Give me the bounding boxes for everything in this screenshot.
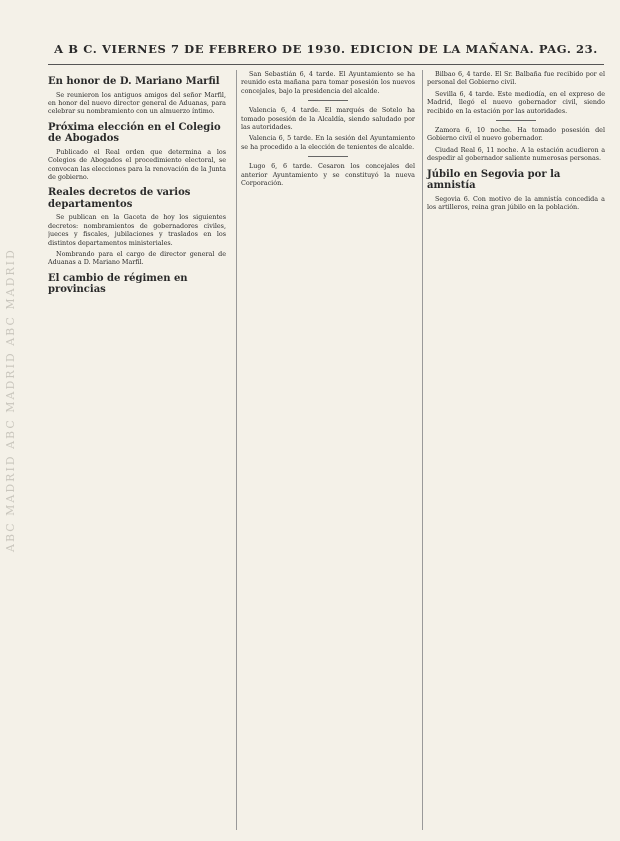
column-3 (422, 70, 605, 830)
paragraph: Se publican en la Gaceta de hoy los siguientes decretos: nombramientos de gobernadores civiles, jueces y fiscales, jubilaciones y traslados en los distintos departamentos ministeriales. (48, 213, 226, 247)
paragraph: Segovia 6. Con motivo de la amnistía concedida a los artilleros, reina gran júbilo en la población. (427, 194, 605, 212)
paragraph: Sevilla 6, 4 tarde. Este mediodía, en el expreso de Madrid, llegó el nuevo gobernador civil, siendo recibido en la estación por las autoridades. (427, 89, 605, 115)
paragraph: Se reunieron los antiguos amigos del señor Marfil, en honor del nuevo director general de Aduanas, para celebrar su nombramiento con un almuerzo íntimo. (48, 90, 226, 116)
divider (496, 120, 536, 121)
headline-marfil: En honor de D. Mariano Marfil (48, 76, 220, 87)
page-header: A B C. VIERNES 7 DE FEBRERO DE 1930. EDICION DE LA MAÑANA. PAG. 23. (48, 42, 604, 65)
headline-decretos: Reales decretos de varios departamentos (48, 187, 191, 210)
watermark: ABC MADRID ABC MADRID ABC MADRID (4, 248, 17, 552)
paragraph: Ciudad Real 6, 11 noche. A la estación acudieron a despedir al gobernador saliente numerosas personas. (427, 145, 605, 163)
column-1 (48, 70, 226, 830)
divider (308, 100, 348, 101)
paragraph: Zamora 6, 10 noche. Ha tomado posesión del Gobierno civil el nuevo gobernador. (427, 126, 605, 143)
headline-regimen: El cambio de régimen en provincias (48, 272, 188, 296)
newspaper-page (48, 42, 604, 832)
paragraph: Valencia 6, 4 tarde. El marqués de Sotelo ha tomado posesión de la Alcaldía, siendo saludado por las autoridades. (241, 106, 415, 132)
paragraph: Bilbao 6, 4 tarde. El Sr. Balbaña fue recibido por el personal del Gobierno civil. (427, 70, 605, 87)
paragraph: San Sebastián 6, 4 tarde. El Ayuntamiento se ha reunido esta mañana para tomar posesión los nuevos concejales, bajo la presidencia del alcalde. (241, 70, 415, 95)
paragraph: Nombrando para el cargo de director general de Aduanas a D. Mariano Marfil. (48, 249, 226, 267)
paragraph: Valencia 6, 5 tarde. En la sesión del Ayuntamiento se ha procedido a la elección de tenientes de alcalde. (241, 134, 415, 151)
column-2 (236, 70, 415, 830)
paragraph: Publicado el Real orden que determina a los Colegios de Abogados el procedimiento electoral, se convocan las elecciones para la renovación de la Junta de gobierno. (48, 147, 226, 181)
headline-jubilo: Júbilo en Segovia por la amnistía (427, 168, 561, 192)
paragraph: Lugo 6, 6 tarde. Cesaron los concejales del anterior Ayuntamiento y se constituyó la nueva Corporación. (241, 162, 415, 188)
headline-colegio: Próxima elección en el Colegio de Abogados (48, 121, 221, 145)
divider (308, 156, 348, 157)
